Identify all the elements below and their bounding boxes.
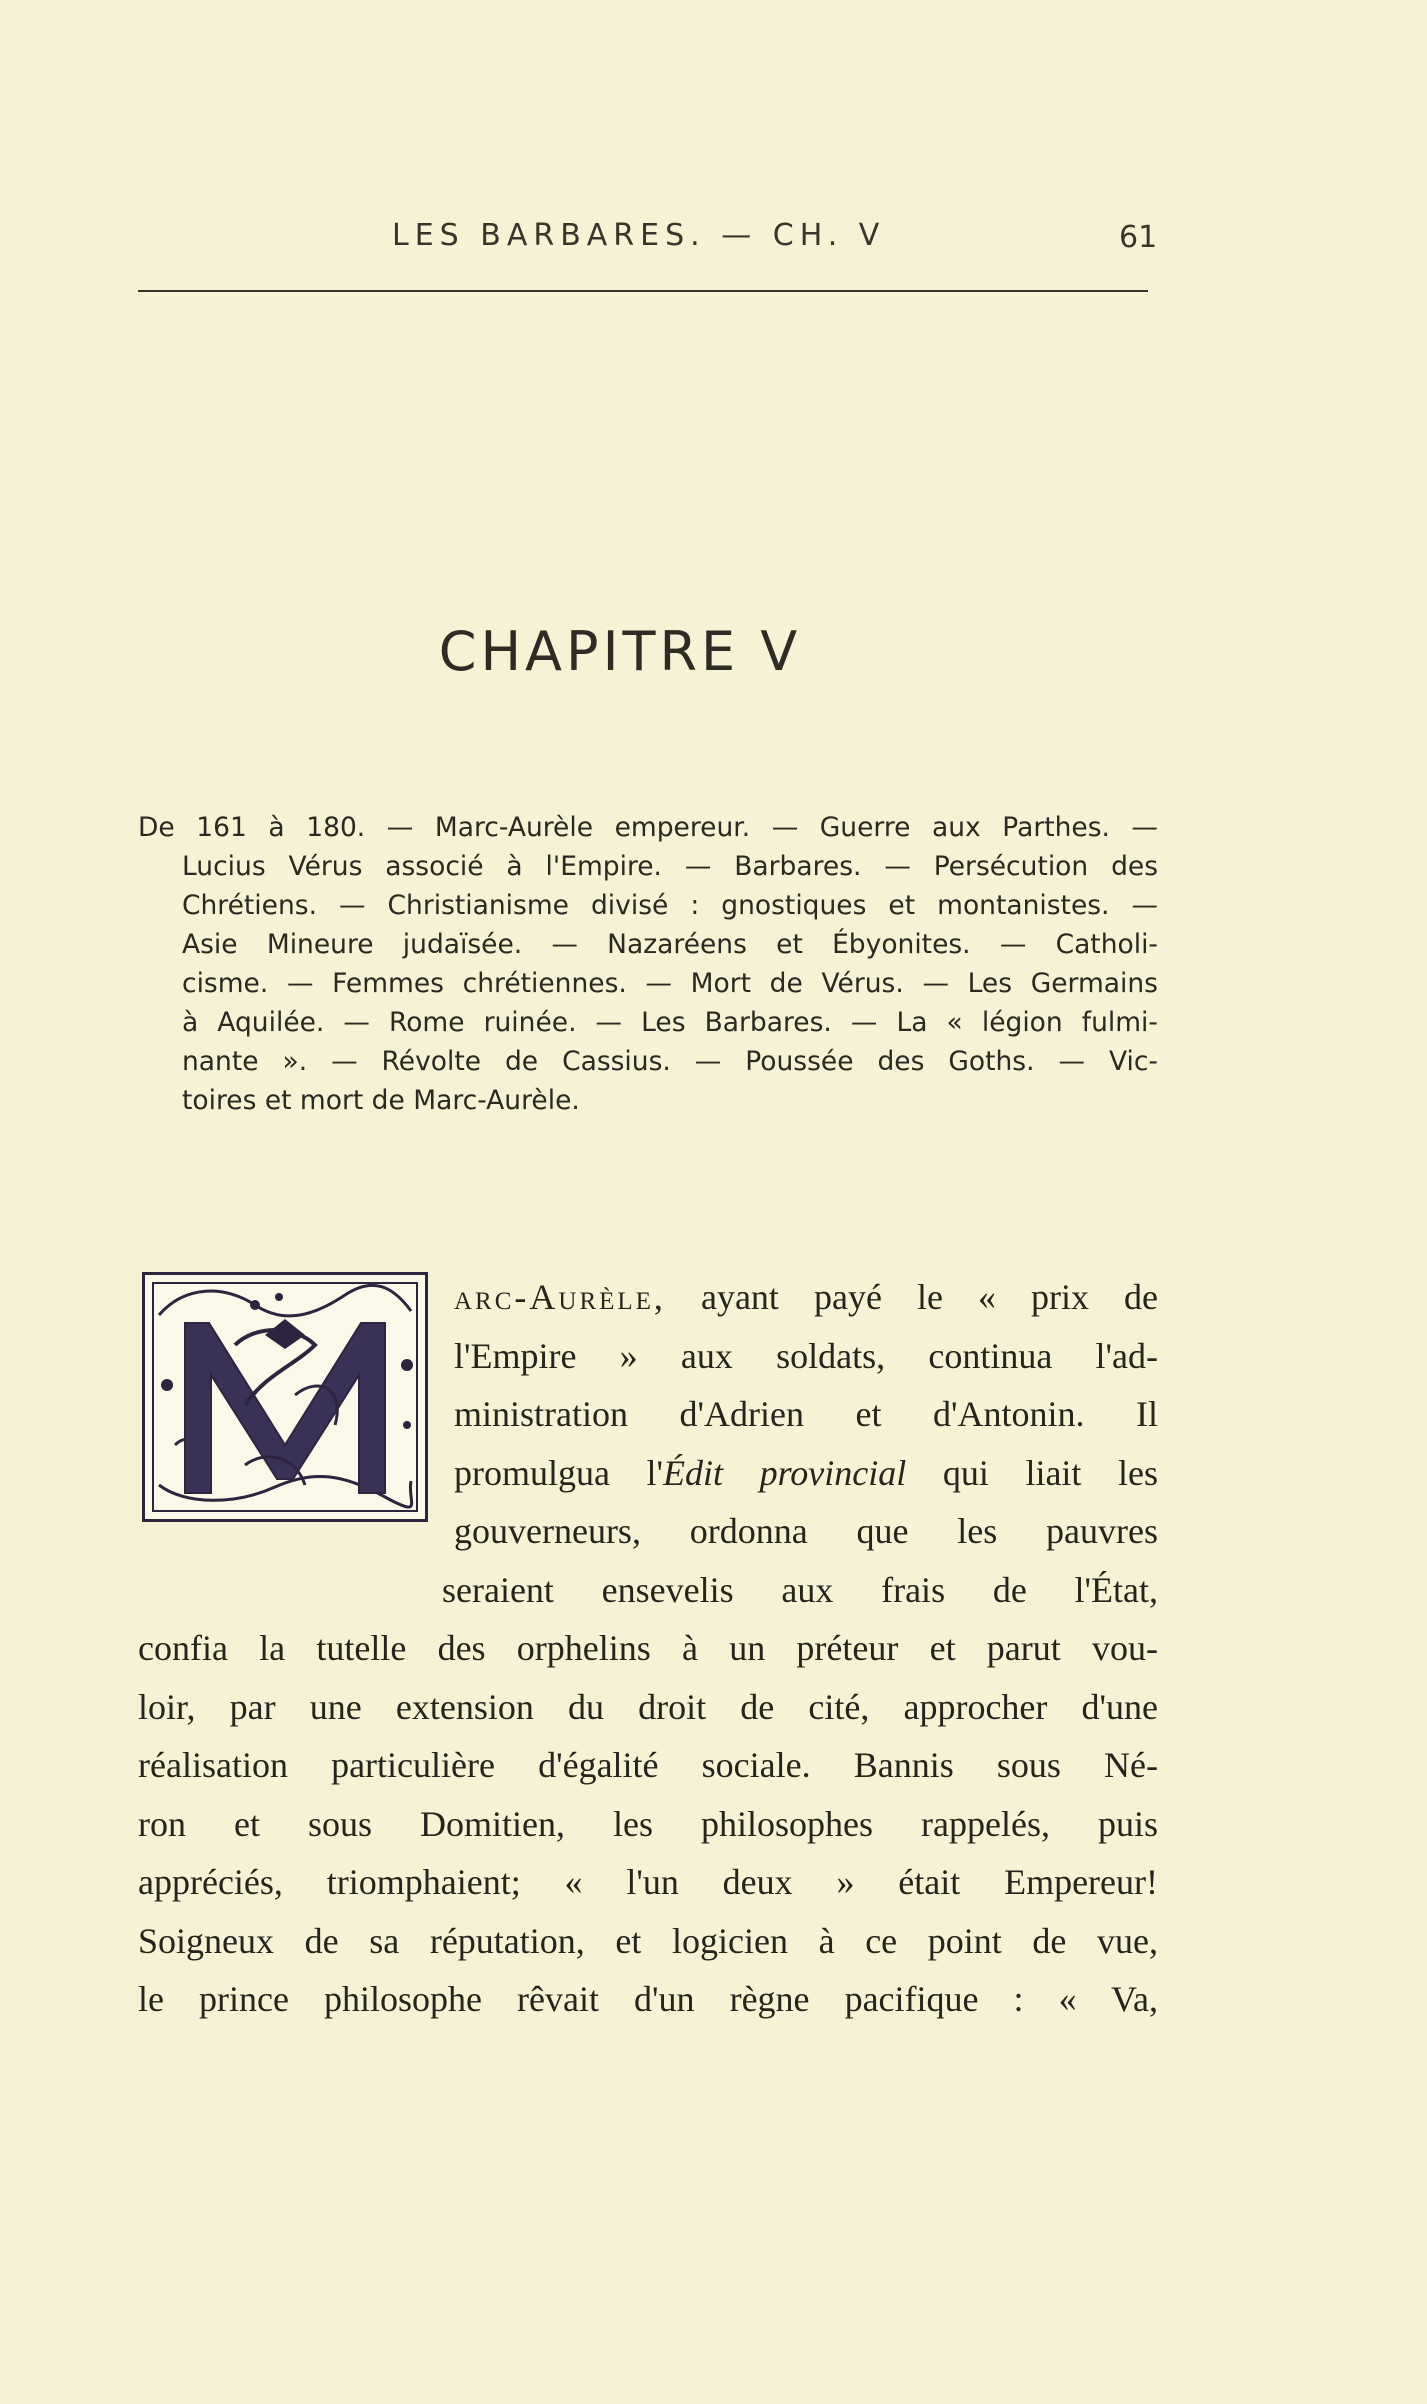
italic-title: Édit provincial <box>663 1452 907 1493</box>
summary-line: cisme. — Femmes chrétiennes. — Mort de Vérus. — Les Germains <box>182 968 1158 999</box>
body-line: Soigneux de sa réputation, et logicien à ce point de vue, <box>138 1920 1158 1961</box>
body-line-text: ayant payé le « prix de <box>700 1277 1158 1317</box>
body-line: gouverneurs, ordonna que les pauvres <box>454 1511 1158 1551</box>
summary-line: à Aquilée. — Rome ruinée. — Les Barbares. — La « légion fulmi- <box>182 1007 1158 1038</box>
body-line: réalisation particulière d'égalité sociale. Bannis sous Né- <box>138 1745 1158 1785</box>
body-line <box>138 1268 1158 1327</box>
chapter-summary <box>138 808 1158 1120</box>
header-rule <box>138 290 1148 292</box>
body-line: confia la tutelle des orphelins à un préteur et parut vou- <box>138 1628 1158 1668</box>
running-head-title: LES BARBARES. — CH. V <box>392 218 886 253</box>
body-line: seraient ensevelis aux frais de l'État, <box>442 1569 1158 1610</box>
body-paragraph <box>138 1268 1158 2029</box>
body-line-text: promulgua l' <box>454 1452 664 1493</box>
summary-line: Lucius Vérus associé à l'Empire. — Barbares. — Persécution des <box>182 851 1158 882</box>
page-number: 61 <box>1119 220 1158 255</box>
opening-word: arc-Aurèle, <box>454 1277 666 1317</box>
summary-line: Asie Mineure judaïsée. — Nazaréens et Ébyonites. — Catholi- <box>182 929 1158 960</box>
summary-line: nante ». — Révolte de Cassius. — Poussée des Goths. — Vic- <box>182 1046 1158 1077</box>
summary-line: Chrétiens. — Christianisme divisé : gnostiques et montanistes. — <box>182 890 1158 921</box>
body-line: ron et sous Domitien, les philosophes rappelés, puis <box>138 1803 1158 1844</box>
body-line: l'Empire » aux soldats, continua l'ad- <box>454 1335 1158 1376</box>
body-line-text: qui liait les <box>942 1452 1159 1493</box>
body-line <box>138 1444 1158 1503</box>
summary-line: toires et mort de Marc-Aurèle. <box>182 1085 580 1116</box>
body-line: le prince philosophe rêvait d'un règne pacifique : « Va, <box>138 1979 1158 2019</box>
chapter-title: CHAPITRE V <box>438 620 802 683</box>
body-line: ministration d'Adrien et d'Antonin. Il <box>454 1394 1158 1434</box>
summary-line: De 161 à 180. — Marc-Aurèle empereur. — Guerre aux Parthes. — <box>138 812 1158 843</box>
body-line: appréciés, triomphaient; « l'un deux » était Empereur! <box>138 1862 1158 1902</box>
body-line: loir, par une extension du droit de cité, approcher d'une <box>138 1686 1158 1727</box>
